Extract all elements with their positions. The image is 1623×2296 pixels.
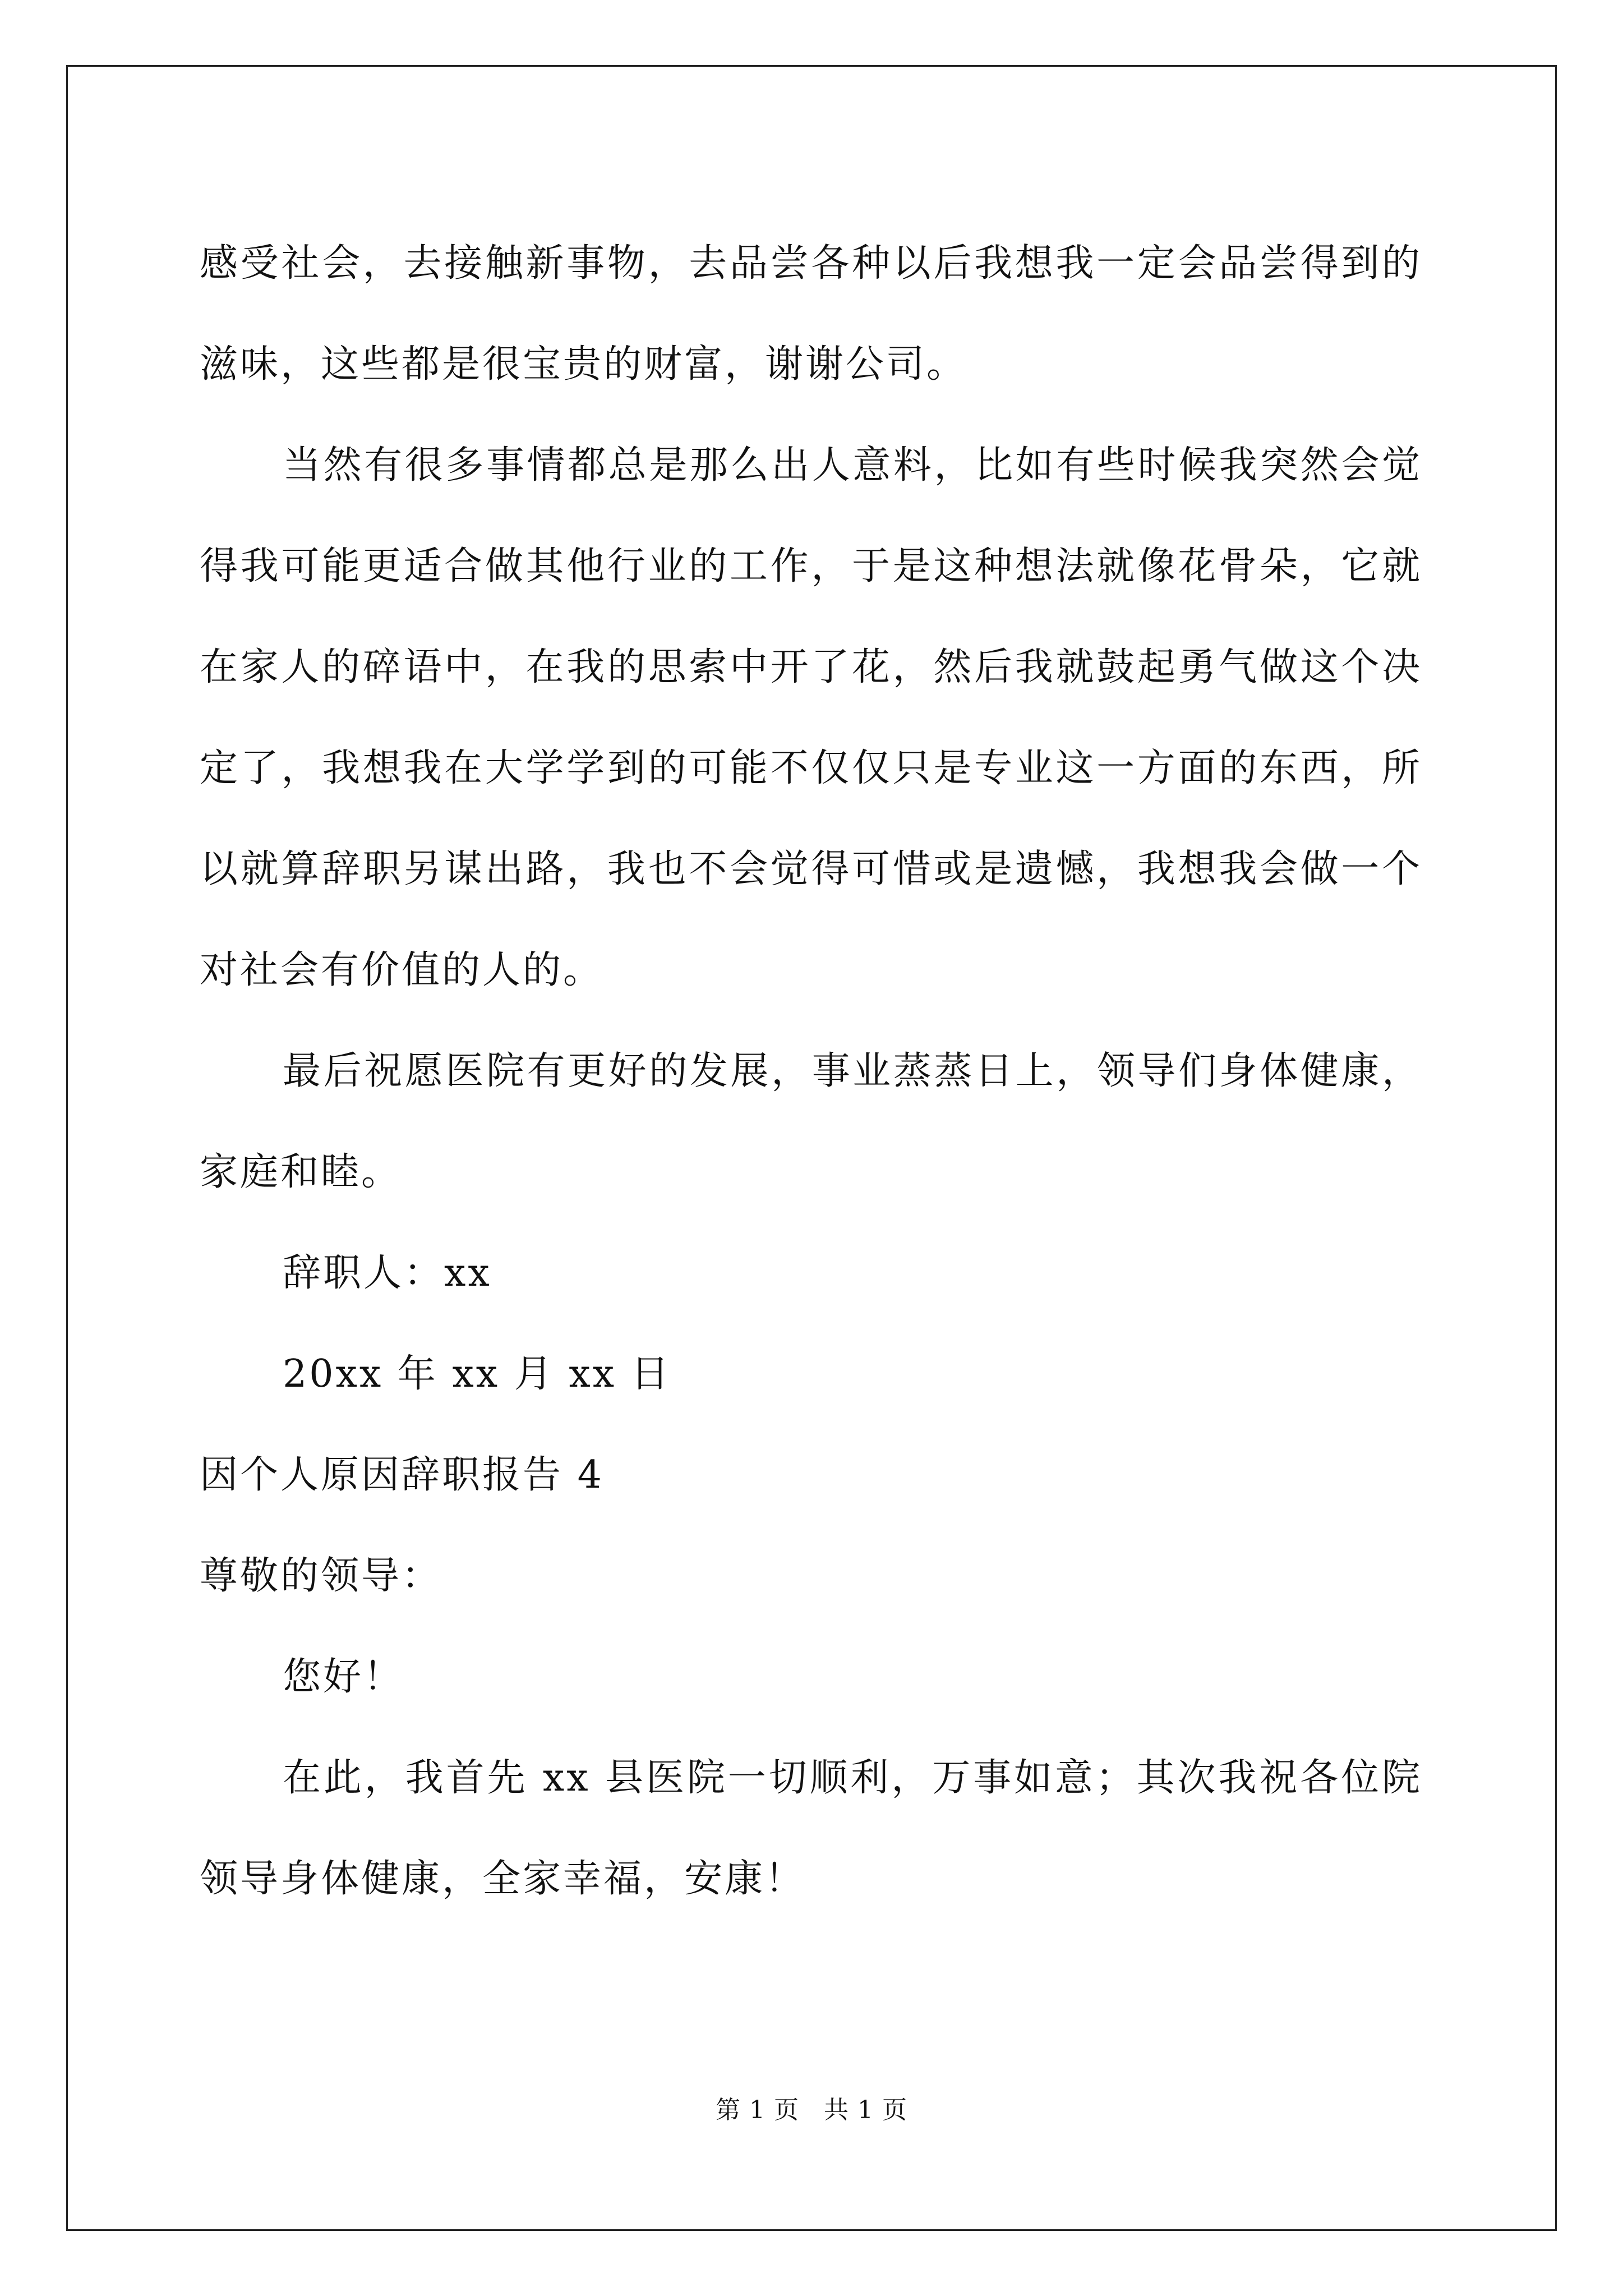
salutation: 尊敬的领导：	[200, 1554, 442, 1598]
resigner-line: 辞职人：xx	[283, 1251, 492, 1295]
page-total: 共 1 页	[824, 2096, 907, 2124]
page-number: 第 1 页	[716, 2096, 799, 2124]
paragraph-last: 在此，我首先 xx 县医院一切顺利，万事如意；其次我祝各位院领导身体健康，全家幸福，安康！	[200, 1756, 1422, 1901]
paragraph-3: 最后祝愿医院有更好的发展，事业蒸蒸日上，领导们身体健康，家庭和睦。	[200, 1049, 1422, 1194]
date-line: 20xx 年 xx 月 xx 日	[283, 1352, 671, 1396]
greeting: 您好！	[283, 1655, 404, 1699]
paragraph-2: 当然有很多事情都总是那么出人意料，比如有些时候我突然会觉得我可能更适合做其他行业的工作，于是这种想法就像花骨朵，它就在家人的碎语中，在我的思索中开了花，然后我就鼓起勇气做这个决定了，我想我在大学学到的可能不仅仅只是专业这一方面的东西，所以就算辞职另谋出路，我也不会觉得可惜或是遗憾，我想我会做一个对社会有价值的人的。	[200, 443, 1422, 992]
section-title: 因个人原因辞职报告 4	[200, 1453, 604, 1497]
page-footer	[0, 2093, 1623, 2127]
paragraph-1: 感受社会，去接触新事物，去品尝各种以后我想我一定会品尝得到的滋味，这些都是很宝贵的财富，谢谢公司。	[200, 241, 1422, 386]
document-body	[200, 213, 1422, 1930]
